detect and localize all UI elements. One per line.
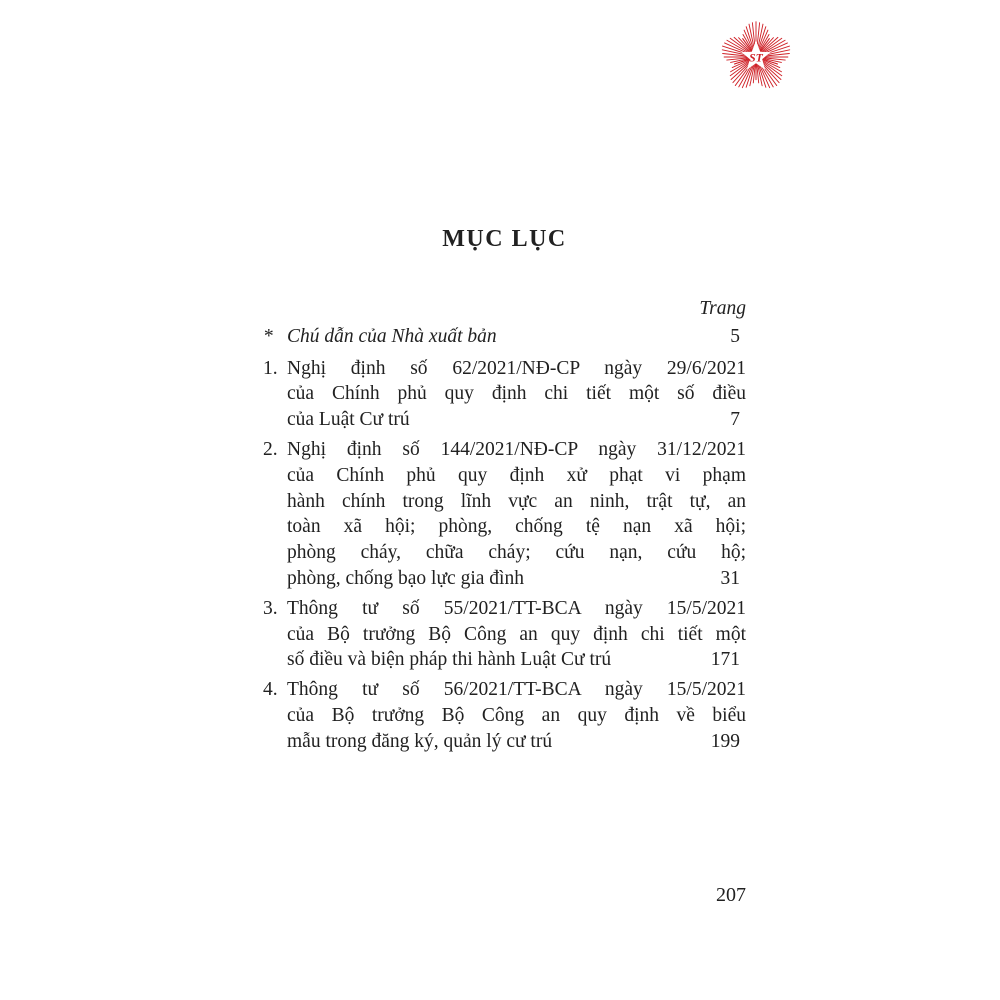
publisher-star-logo-icon: [714, 15, 798, 99]
entry-line: của Chính phủ quy định chi tiết một số điều: [287, 383, 746, 405]
folio-page-number: 207: [716, 884, 746, 906]
entry-line: toàn xã hội; phòng, chống tệ nạn xã hội;: [287, 516, 746, 538]
entry-line: Nghị định số 144/2021/NĐ-CP ngày 31/12/2021: [287, 438, 746, 460]
logo-monogram: ST: [749, 51, 763, 65]
preface-marker: *: [263, 325, 273, 347]
toc-entry: [263, 356, 746, 433]
preface-label: Chú dẫn của Nhà xuất bản: [287, 325, 497, 347]
entry-line: Thông tư số 55/2021/TT-BCA ngày 15/5/2021: [287, 597, 746, 619]
entry-page-number: 171: [710, 649, 740, 671]
entry-number: 3.: [263, 597, 278, 619]
entry-line: của Chính phủ quy định xử phạt vi phạm: [287, 464, 746, 486]
entry-number: 2.: [263, 438, 278, 460]
entry-line: của Bộ trưởng Bộ Công an quy định chi tiết một: [287, 623, 746, 645]
entry-line: của Luật Cư trú: [287, 409, 410, 431]
table-of-contents: [263, 296, 746, 755]
entry-page-number: 199: [710, 730, 740, 752]
page-column-header: Trang: [699, 298, 746, 319]
toc-entry: [263, 437, 746, 592]
entry-line: của Bộ trưởng Bộ Công an quy định về biểu: [287, 704, 746, 726]
entry-line: Thông tư số 56/2021/TT-BCA ngày 15/5/2021: [287, 679, 746, 701]
page-title: MỤC LỤC: [442, 226, 567, 252]
entry-page-number: 7: [730, 409, 740, 431]
entry-line: mẫu trong đăng ký, quản lý cư trú: [287, 730, 553, 752]
entry-line: phòng cháy, chữa cháy; cứu nạn, cứu hộ;: [287, 542, 746, 564]
entry-line: phòng, chống bạo lực gia đình: [287, 567, 524, 589]
entry-number: 1.: [263, 357, 278, 379]
entry-page-number: 31: [720, 567, 740, 589]
toc-entry: [263, 596, 746, 673]
entry-number: 4.: [263, 679, 278, 701]
entry-line: hành chính trong lĩnh vực an ninh, trật tự, an: [287, 490, 746, 512]
entry-line: số điều và biện pháp thi hành Luật Cư trú: [287, 649, 612, 671]
toc-preface-row: [263, 324, 746, 350]
preface-page-number: 5: [730, 325, 740, 347]
toc-entry: [263, 677, 746, 754]
entry-line: Nghị định số 62/2021/NĐ-CP ngày 29/6/2021: [287, 357, 746, 379]
